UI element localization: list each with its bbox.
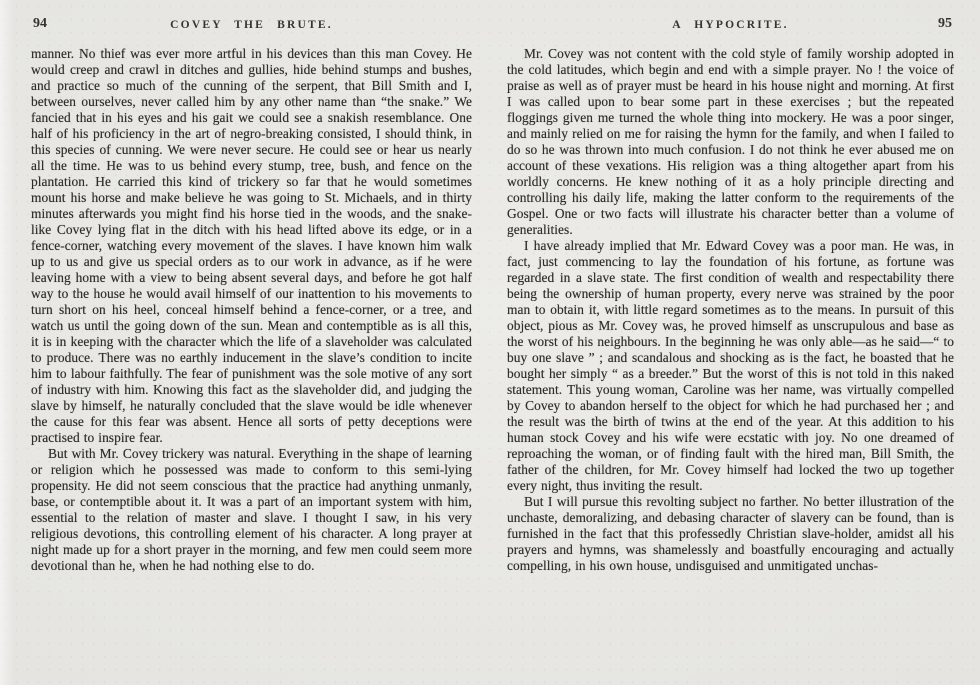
paragraph: But I will pursue this revolting subject no farther. No better illustration of the unchaste, demoralizing, and debasing character of slavery can be found, than is furnished in the fact that this professedly Christian slave-holder, amidst all his prayers and hymns, was shamelessly and boastfully encouraging and actually compelling, in his own house, undisguised and unmitigated unchas- [507,494,954,573]
page-number: 95 [938,16,952,31]
running-title: A HYPOCRITE. [672,19,789,31]
paragraph: But with Mr. Covey trickery was natural. Everything in the shape of learning or religion which he possessed was made to conform to this semi-lying propensity. He did not seem conscious that the practice had anything unmanly, base, or contemptible about it. It was a part of an important system with him, essential to the relation of master and slave. I thought I saw, in his very religious devotions, this controlling element of his character. A long prayer at night made up for a short prayer in the morning, and few men could seem more devotional than he, when he had nothing else to do. [31,446,472,573]
page-text [31,46,472,574]
page-text [507,46,954,574]
paragraph: Mr. Covey was not content with the cold style of family worship adopted in the cold latitudes, which begin and end with a simple prayer. No ! the voice of praise as well as of prayer must be heard in his house night and morning. At first I was called upon to bear some part in these exercises ; but the repeated floggings given me turned the whole thing into mockery. He was a poor singer, and mainly relied on me for raising the hymn for the family, and when I failed to do so he was thrown into much confusion. I do not think he ever abused me on account of these vexations. His religion was a thing altogether apart from his worldly concerns. He knew nothing of it as a holy principle directing and controlling his daily life, making the latter conform to the requirements of the Gospel. One or two facts will illustrate his character better than a volume of generalities. [507,46,954,237]
page-94 [31,16,472,574]
paragraph: manner. No thief was ever more artful in his devices than this man Covey. He would creep and crawl in ditches and gullies, hide behind stumps and bushes, and practice so much of the cunning of the serpent, that Bill Smith and I, between ourselves, never called him by any other name than “the snake.” We fancied that in his eyes and his gait we could see a snakish resemblance. One half of his proficiency in the art of negro-breaking consisted, I should think, in this species of cunning. We were never secure. He could see or hear us nearly all the time. He was to us behind every stump, tree, bush, and fence on the plantation. He carried this kind of trickery so far that he would sometimes mount his horse and make believe he was going to St. Michaels, and in thirty minutes afterwards you might find his horse tied in the woods, and the snake-like Covey lying flat in the ditch with his head lifted above its edge, or in a fence-corner, watching every movement of the slaves. I have known him walk up to us and give us special orders as to our work in advance, as if he were leaving home with a view to being absent several days, and before he got half way to the house he would avail himself of our inattention to his movements to turn short on his heel, conceal himself behind a fence-corner, or a tree, and watch us until the going down of the sun. Mean and contemptible as is all this, it is in keeping with the character which the life of a slaveholder was calculated to produce. There was no earthly inducement in the slave’s condition to incite him to labour faithfully. The fear of punishment was the sole motive of any sort of industry with him. Knowing this fact as the slaveholder did, and judging the slave by himself, he naturally concluded that the slave would be idle whenever the cause for this fear was absent. Hence all sorts of petty deceptions were practised to inspire fear. [31,46,472,445]
running-head-left [31,16,472,38]
running-title: COVEY THE BRUTE. [170,19,333,31]
page-number: 94 [33,16,47,31]
paragraph: I have already implied that Mr. Edward Covey was a poor man. He was, in fact, just commencing to lay the foundation of his fortune, as fortune was regarded in a slave state. The first condition of wealth and respectability there being the ownership of human property, every nerve was strained by the poor man to obtain it, with little regard sometimes as to the means. In pursuit of this object, pious as Mr. Covey was, he proved himself as unscrupulous and base as the worst of his neighbours. In the beginning he was only able—as he said—“ to buy one slave ” ; and scandalous and shocking as is the fact, he boasted that he bought her simply “ as a breeder.” But the worst of this is not told in this naked statement. This young woman, Caroline was her name, was virtually compelled by Covey to abandon herself to the object for which he had purchased her ; and the result was the birth of twins at the end of the year. At this addition to his human stock Covey and his wife were ecstatic with joy. No one dreamed of reproaching the woman, or of finding fault with the hired man, Bill Smith, the father of the children, for Mr. Covey himself had locked the two up together every night, thus inviting the result. [507,238,954,493]
running-head-right [507,16,954,38]
page-95 [507,16,954,574]
